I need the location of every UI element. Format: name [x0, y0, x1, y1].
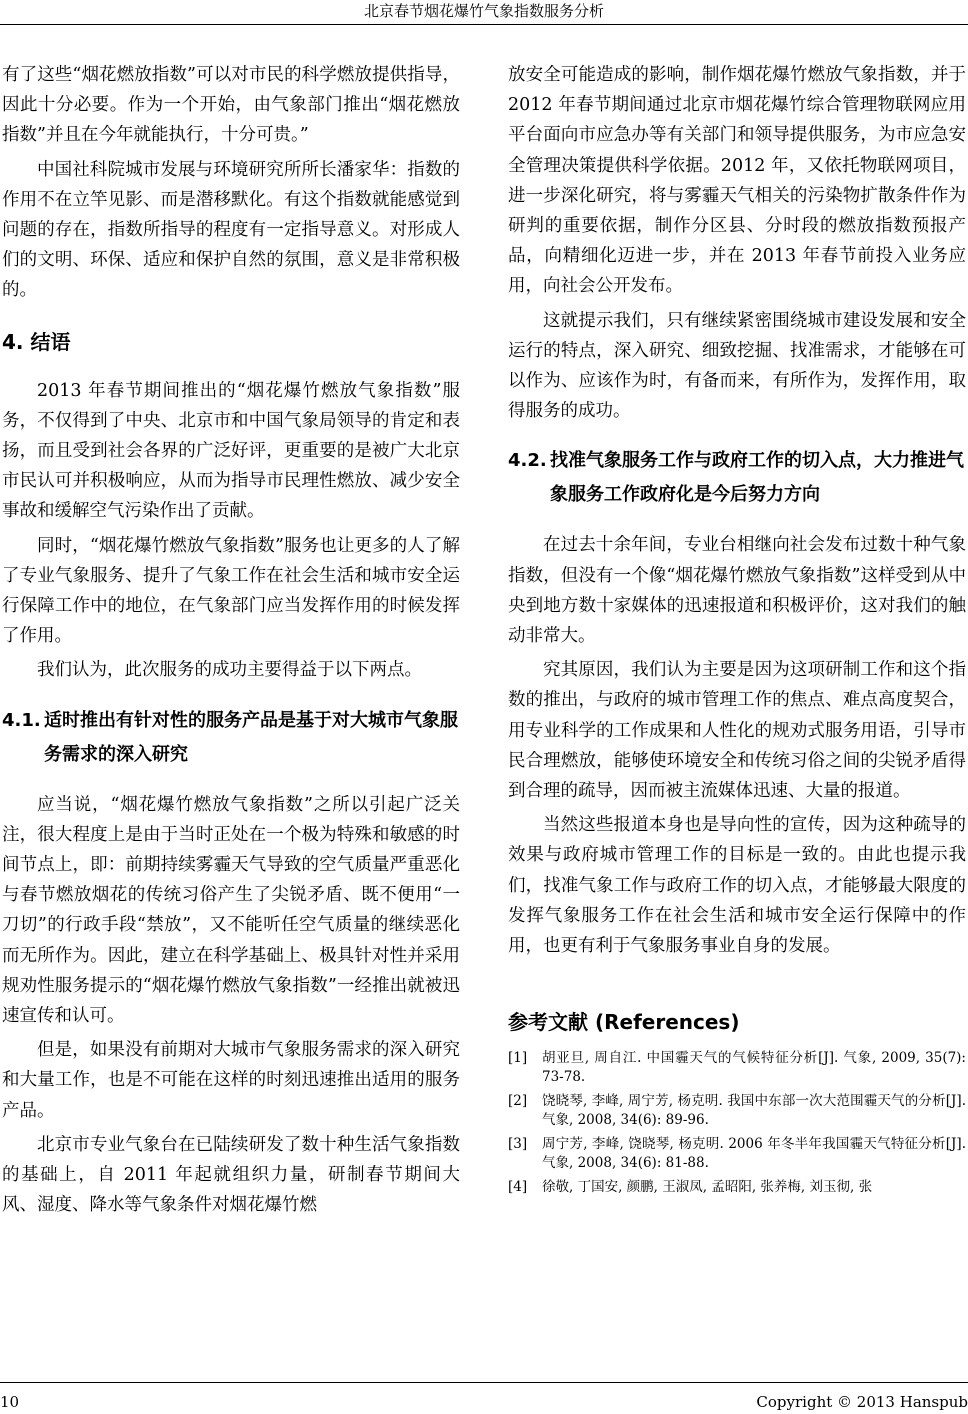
paragraph: 北京市专业气象台在已陆续研发了数十种生活气象指数的基础上，自 2011 年起就组织力量，研制春节期间大风、湿度、降水等气象条件对烟花爆竹燃: [2, 1134, 460, 1216]
paragraph: 中国社科院城市发展与环境研究所所长潘家华：指数的作用不在立竿见影、而是潜移默化。有这个指数就能感觉到问题的存在，指数所指导的程度有一定指导意义。对形成人们的文明、环保、适应和保护自然的氛围，意义是非常积极的。: [2, 159, 460, 301]
reference-number: [1]: [508, 1050, 528, 1067]
reference-text: 胡亚旦, 周自江. 中国霾天气的气候特征分析[J]. 气象, 2009, 35(7): 73-78.: [542, 1050, 966, 1086]
reference-list: [508, 1049, 966, 1197]
right-column: [508, 60, 966, 1202]
section-heading: 4. 结语: [2, 329, 71, 354]
reference-item: [508, 1178, 966, 1197]
left-column: [2, 60, 460, 1225]
reference-text: 徐敬, 丁国安, 颜鹏, 王淑凤, 孟昭阳, 张养梅, 刘玉彻, 张: [542, 1179, 873, 1196]
subsection-number: 4.2.: [508, 450, 547, 472]
paragraph: 在过去十余年间，专业台相继向社会发布过数十种气象指数，但没有一个像“烟花爆竹燃放气象指数”这样受到从中央到地方数十家媒体的迅速报道和积极评价，这对我们的触动非常大。: [508, 535, 966, 647]
reference-item: [508, 1049, 966, 1087]
paragraph: 但是，如果没有前期对大城市气象服务需求的深入研究和大量工作，也是不可能在这样的时刻迅速推出适用的服务产品。: [2, 1040, 460, 1121]
copyright-notice: Copyright © 2013 Hanspub: [756, 1393, 968, 1411]
reference-item: [508, 1135, 966, 1173]
paragraph: 当然这些报道本身也是导向性的宣传，因为这种疏导的效果与政府城市管理工作的目标是一致的。由此也提示我们，找准气象工作与政府工作的切入点，才能够最大限度的发挥气象服务工作在社会生活和城市安全运行保障中的作用，也更有利于气象服务事业自身的发展。: [508, 815, 966, 957]
reference-number: [4]: [508, 1179, 528, 1196]
paragraph: 同时，“烟花爆竹燃放气象指数”服务也让更多的人了解了专业气象服务、提升了气象工作在社会生活和城市安全运行保障工作中的地位，在气象部门应当发挥作用的时候发挥了作用。: [2, 535, 460, 647]
paragraph: 我们认为，此次服务的成功主要得益于以下两点。: [37, 660, 422, 681]
reference-text: 饶晓琴, 李峰, 周宁芳, 杨克明. 我国中东部一次大范围霾天气的分析[J]. 气象, 2008, 34(6): 89-96.: [542, 1093, 966, 1129]
paragraph: 放安全可能造成的影响，制作烟花爆竹燃放气象指数，并于 2012 年春节期间通过北京市烟花爆竹综合管理物联网应用平台面向市应急办等有关部门和领导提供服务，为市应急安全管理决策提供科学依据。2012 年，又依托物联网项目，进一步深化研究，将与雾霾天气相关的污染物扩散条件作为研判的重要依据，制作分区县、分时段的燃放指数预报产品，向精细化迈进一步，并在 2013 年春节前投入业务应用，向社会公开发布。: [508, 65, 966, 297]
subsection-title: 适时推出有针对性的服务产品是基于对大城市气象服务需求的深入研究: [44, 709, 458, 765]
reference-number: [3]: [508, 1136, 528, 1153]
paragraph: 有了这些“烟花燃放指数”可以对市民的科学燃放提供指导，因此十分必要。作为一个开始，由气象部门推出“烟花燃放指数”并且在今年就能执行，十分可贵。”: [2, 65, 460, 146]
paragraph: 应当说，“烟花爆竹燃放气象指数”之所以引起广泛关注，很大程度上是由于当时正处在一个极为特殊和敏感的时间节点上，即：前期持续雾霾天气导致的空气质量严重恶化与春节燃放烟花的传统习俗产生了尖锐矛盾、既不便用“一刀切”的行政手段“禁放”，又不能听任空气质量的继续恶化而无所作为。因此，建立在科学基础上、极具针对性并采用规劝性服务提示的“烟花爆竹燃放气象指数”一经推出就被迅速宣传和认可。: [2, 794, 460, 1027]
subsection-heading: [508, 444, 966, 512]
subsection-number: 4.1.: [2, 709, 41, 731]
subsection-heading: [2, 704, 460, 772]
reference-number: [2]: [508, 1093, 528, 1110]
paragraph: 这就提示我们，只有继续紧密围绕城市建设发展和安全运行的特点，深入研究、细致挖掘、找准需求，才能够在可以作为、应该作为时，有备而来，有所作为，发挥作用，取得服务的成功。: [508, 310, 966, 422]
subsection-title: 找准气象服务工作与政府工作的切入点，大力推进气象服务工作政府化是今后努力方向: [550, 450, 964, 506]
paragraph: 2013 年春节期间推出的“烟花爆竹燃放气象指数”服务，不仅得到了中央、北京市和中国气象局领导的肯定和表扬，而且受到社会各界的广泛好评，更重要的是被广大北京市民认可并积极响应，从而为指导市民理性燃放、减少安全事故和缓解空气污染作出了贡献。: [2, 380, 460, 522]
running-header: 北京春节烟花爆竹气象指数服务分析: [363, 2, 604, 20]
page-number: 10: [0, 1393, 20, 1411]
header-rule: [0, 24, 968, 25]
footer-rule: [0, 1382, 968, 1383]
reference-item: [508, 1092, 966, 1130]
reference-text: 周宁芳, 李峰, 饶晓琴, 杨克明. 2006 年冬半年我国霾天气特征分析[J]. 气象, 2008, 34(6): 81-88.: [542, 1136, 966, 1172]
paragraph: 究其原因，我们认为主要是因为这项研制工作和这个指数的推出，与政府的城市管理工作的焦点、难点高度契合，用专业科学的工作成果和人性化的规劝式服务用语，引导市民合理燃放，能够使环境安全和传统习俗之间的尖锐矛盾得到合理的疏导，因而被主流媒体迅速、大量的报道。: [508, 660, 966, 802]
references-heading: 参考文献 (References): [508, 1010, 740, 1035]
